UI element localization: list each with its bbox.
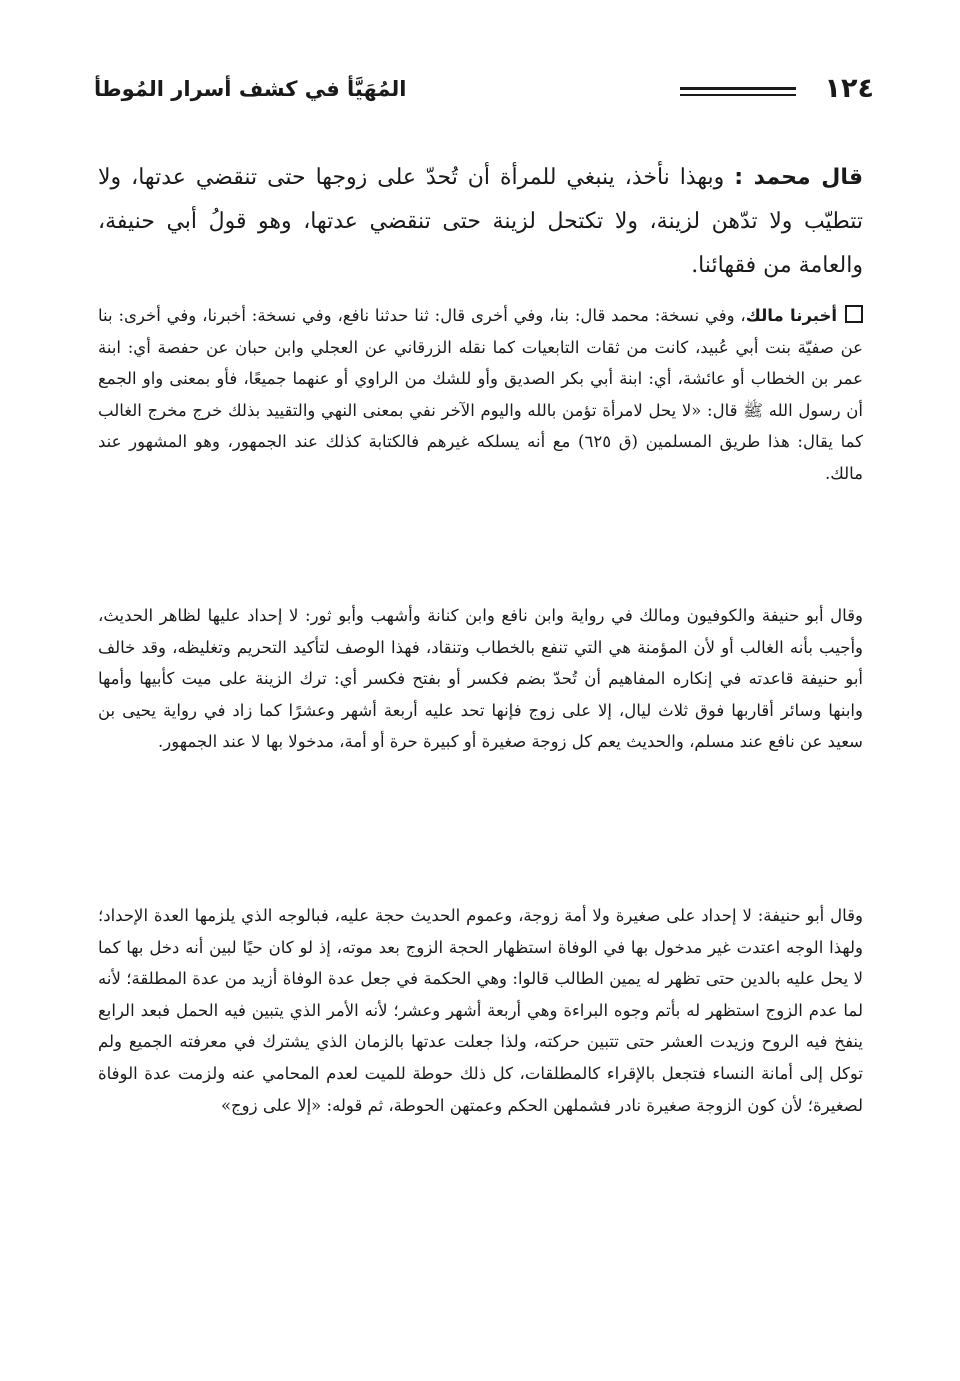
speaker-label: قال محمد :	[734, 165, 863, 190]
main-text: وبهذا نأخذ، ينبغي للمرأة أن تُحدّ على زوجها حتى تنقضي عدتها، ولا تتطيّب ولا تدّهن لزينة، ولا تكتحل لزينة حتى تنقضي عدتها، وهو قولُ أبي حنيفة، والعامة من فقهائنا.	[98, 165, 863, 278]
commentary-text: ، وفي نسخة: محمد قال: بنا، وفي أخرى قال: ثنا حدثنا نافع، وفي نسخة: أخبرنا، وفي أخرى: بنا عن صفيّة بنت أبي عُبيد، كانت من ثقات التابعيات كما نقله الزرقاني عن العجلي وابن حبان عن حفصة أي: ابنة عمر بن الخطاب أو عائشة، أي: ابنة أبي بكر الصديق وأو للشك من الراوي أو عنهما جميعًا، فأو بمعنى واو الجمع أن رسول الله ﷺ قال: «لا يحل لامرأة تؤمن بالله واليوم الآخر نفي بمعنى النهي والتقييد بذلك خرج مخرج الغالب كما يقال: هذا طريق المسلمين (ق ٦٢٥) مع أنه يسلكه غيرهم فالكتابة كذلك عند الجمهور، وهو المشهور عند مالك.	[98, 306, 863, 483]
main-paragraph	[98, 156, 863, 288]
running-header	[94, 72, 874, 112]
square-marker-icon	[845, 305, 863, 323]
header-rule	[680, 87, 796, 96]
body-paragraph	[98, 600, 863, 758]
paragraph-text: وقال أبو حنيفة: لا إحداد على صغيرة ولا أمة زوجة، وعموم الحديث حجة عليه، فبالوجه الذي يلزمها العدة الإحداد؛ ولهذا الوجه اعتدت غير مدخول بها في الوفاة استظهار الحجة الزوج بعد موته، إذ لو كان حيًا لبين أنه دخل بها كما لا يحل عليه بالدين حتى تظهر له يمين الطالب قالوا: وهي الحكمة في جعل عدة الوفاة أزيد من عدة المطلقة؛ لأنه لما عدم الزوج استظهر له بأتم وجوه البراءة وهي أربعة أشهر وعشر؛ لأنه الأمر الذي يتبين فيه الحمل فبعد الرابع ينفخ فيه الروح وزيدت العشر حتى تتبين حركته، ولذا جعلت عدتها بالزمان الذي يشترك في معرفته الجميع ولم توكل إلى أمانة النساء فتجعل بالإقراء كالمطلقات، كل ذلك حوطة للميت لعدم المحامي عنه ولزمت عدة الوفاة لصغيرة؛ لأن كون الزوجة صغيرة نادر فشملهن الحكم وعمتهن الحوطة، ثم قوله: «إلا على زوج»	[98, 906, 863, 1115]
body-paragraph	[98, 900, 863, 1121]
paragraph-text: وقال أبو حنيفة والكوفيون ومالك في رواية وابن نافع وابن كنانة وأشهب وأبو ثور: لا إحداد عليها لظاهر الحديث، وأجيب بأنه الغالب أو لأن المؤمنة هي التي تنفع بالخطاب وتنقاد، فهذا الوصف لتأكيد التحريم وتغليظه، وقد خالف أبو حنيفة قاعدته في إنكاره المفاهيم أن تُحدّ بضم فكسر أو بفتح فكسر أي: ترك الزينة على ميت كأبيها وأمها وابنها وسائر أقاربها فوق ثلاث ليال، إلا على زوج فإنها تحد عليه أربعة أشهر وعشرًا كما زاد في رواية يحيى بن سعيد عن نافع عند مسلم، والحديث يعم كل زوجة صغيرة أو كبيرة حرة أو أمة، مدخولا بها لا عند الجمهور.	[98, 606, 863, 752]
page-number: ١٢٤	[824, 73, 874, 104]
commentary-paragraph	[98, 300, 863, 490]
commentary-lead: أخبرنا مالك	[745, 306, 837, 325]
book-title: المُهَيَّأ في كشف أسرار المُوطأ	[94, 77, 407, 101]
